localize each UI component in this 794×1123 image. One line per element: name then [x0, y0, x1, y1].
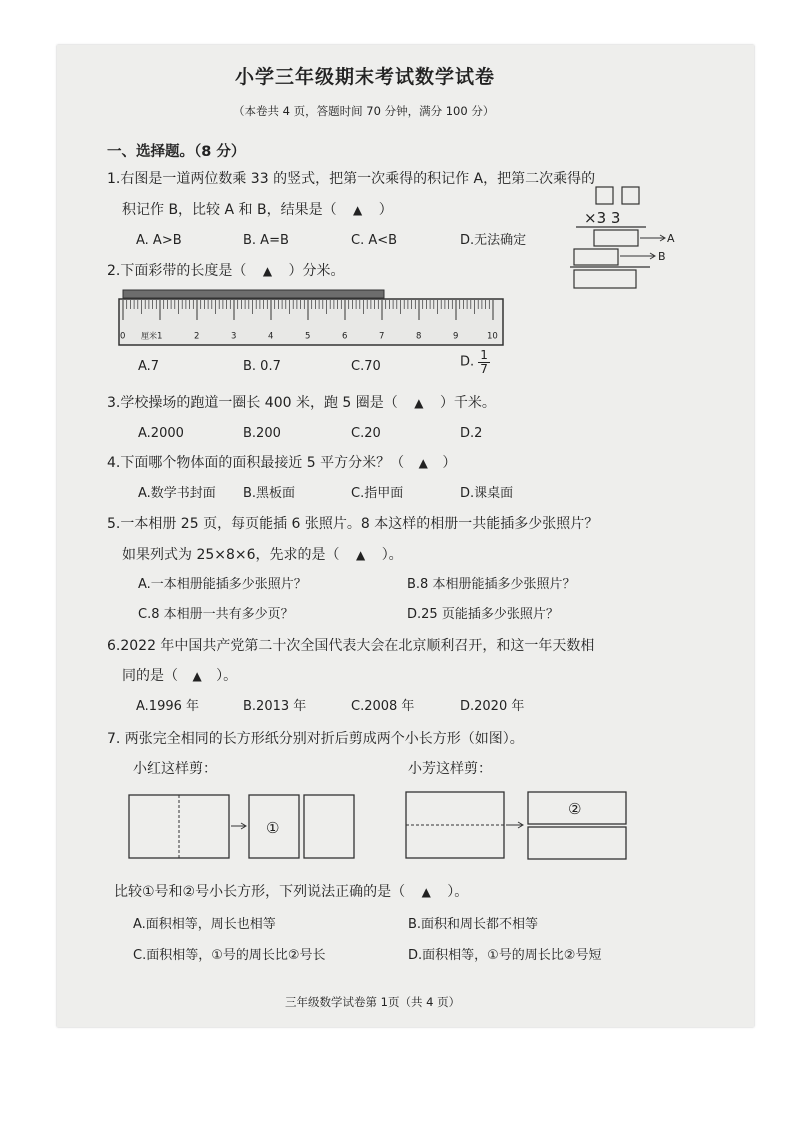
- q5-option-d: D.25 页能插多少张照片？: [407, 607, 559, 622]
- ruler-label: 9: [453, 331, 459, 342]
- ruler-unit: 厘米: [141, 331, 157, 341]
- ribbon: [123, 290, 384, 298]
- q5-option-a: A.一本相册能插多少张照片？: [138, 577, 307, 592]
- mark-1: ①: [266, 819, 280, 837]
- fraction-numerator: 1: [480, 348, 488, 362]
- label-a: A: [667, 232, 675, 245]
- q6-stem-pre: 同的是（: [122, 668, 178, 684]
- q5-stem-line2: [122, 546, 403, 564]
- q7-left-caption: 小红这样剪：: [133, 761, 217, 777]
- ruler-label: 6: [342, 331, 348, 342]
- xiaohong-cut-figure: [127, 792, 357, 862]
- ruler-label: 2: [194, 331, 200, 342]
- q2-stem-pre: 2.下面彩带的长度是（: [107, 263, 247, 279]
- q7-option-a: A.面积相等，周长也相等: [133, 917, 276, 932]
- q4-option-d: D.课桌面: [460, 486, 514, 501]
- q7-option-c: C.面积相等，①号的周长比②号长: [133, 948, 326, 963]
- answer-blank: ▲: [356, 548, 366, 562]
- q2-option-b: B. 0.7: [243, 359, 281, 374]
- q2-option-d: [460, 349, 490, 376]
- digit-box: [596, 187, 613, 204]
- q6-stem-line2: [122, 667, 237, 685]
- xiaofang-cut-figure: [404, 789, 630, 863]
- q6-stem-post: ）。: [216, 668, 238, 684]
- fraction-denominator: 7: [480, 362, 488, 376]
- answer-blank: ▲: [262, 264, 273, 278]
- answer-blank: ▲: [192, 669, 202, 683]
- ruler-label: 7: [379, 331, 385, 342]
- ruler-label: 5: [305, 331, 311, 342]
- q1-stem-line2: [122, 201, 393, 219]
- q6-stem-line1: 6.2022 年中国共产党第二十次全国代表大会在北京顺利召开，和这一年天数相: [107, 638, 595, 654]
- q3-stem: [107, 394, 496, 412]
- q1-option-a: A. A>B: [136, 233, 182, 248]
- q2-option-d-label: D.: [460, 354, 475, 370]
- digit-box: [622, 187, 639, 204]
- q7-stem: 7. 两张完全相同的长方形纸分别对折后剪成两个小长方形（如图）。: [107, 731, 524, 747]
- q1-stem-pre: 积记作 B，比较 A 和 B，结果是（: [122, 202, 337, 218]
- q6-option-d: D.2020 年: [460, 699, 525, 714]
- ruler-label: 4: [268, 331, 274, 342]
- q3-stem-pre: 3.学校操场的跑道一圈长 400 米，跑 5 圈是（: [107, 395, 398, 411]
- q5-stem-post: ）。: [381, 547, 403, 563]
- q4-option-c: C.指甲面: [351, 486, 404, 501]
- q6-option-c: C.2008 年: [351, 699, 415, 714]
- ruler-figure: [118, 287, 508, 349]
- section-heading: 一、选择题。（8 分）: [107, 144, 246, 160]
- small-rectangle: [304, 795, 354, 858]
- ruler-label: 0: [120, 331, 126, 342]
- q3-stem-post: ）千米。: [439, 395, 496, 411]
- q4-stem-pre: 4.下面哪个物体面的面积最接近 5 平方分米？（: [107, 455, 405, 471]
- q3-option-c: C.20: [351, 426, 381, 441]
- ruler-body: [119, 299, 503, 345]
- page-subtitle: （本卷共 4 页，答题时间 70 分钟，满分 100 分）: [233, 104, 495, 118]
- q7-option-d: D.面积相等，①号的周长比②号短: [408, 948, 602, 963]
- q2-option-c: C.70: [351, 359, 381, 374]
- product-box: [574, 270, 636, 288]
- q7-question-post: ）。: [447, 884, 469, 900]
- q7-question: [114, 883, 468, 901]
- q6-option-a: A.1996 年: [136, 699, 200, 714]
- q7-question-pre: 比较①号和②号小长方形，下列说法正确的是（: [114, 884, 406, 900]
- q4-option-b: B.黑板面: [243, 486, 296, 501]
- multiplier-text: ×3 3: [584, 209, 621, 227]
- fraction: [478, 349, 490, 376]
- q5-stem-line1: 5.一本相册 25 页，每页能插 6 张照片。8 本这样的相册一共能插多少张照片？: [107, 516, 599, 532]
- q4-stem: [107, 454, 456, 472]
- q2-option-a: A.7: [138, 359, 160, 374]
- q1-option-d: D.无法确定: [460, 233, 527, 248]
- q7-right-caption: 小芳这样剪：: [408, 761, 492, 777]
- q3-option-a: A.2000: [138, 426, 184, 441]
- q1-stem-line1: 1.右图是一道两位数乘 33 的竖式，把第一次乘得的积记作 A，把第二次乘得的: [107, 171, 596, 187]
- q1-option-c: C. A<B: [351, 233, 398, 248]
- q4-option-a: A.数学书封面: [138, 486, 216, 501]
- q5-option-b: B.8 本相册能插多少张照片？: [407, 577, 576, 592]
- q6-option-b: B.2013 年: [243, 699, 307, 714]
- q3-option-b: B.200: [243, 426, 281, 441]
- page-title: 小学三年级期末考试数学试卷: [235, 66, 496, 88]
- ruler-label: 10: [487, 331, 498, 342]
- q1-stem-post: ）: [378, 202, 393, 218]
- answer-blank: ▲: [418, 456, 428, 470]
- q4-stem-post: ）: [442, 455, 457, 471]
- ruler-label: 3: [231, 331, 237, 342]
- ruler-label: 8: [416, 331, 422, 342]
- answer-blank: ▲: [421, 885, 431, 899]
- q1-option-b: B. A=B: [243, 233, 289, 248]
- q5-stem-pre: 如果列式为 25×8×6，先求的是（: [122, 547, 340, 563]
- multiplication-figure: [568, 183, 680, 291]
- page-footer: 三年级数学试卷第 1页（共 4 页）: [285, 995, 461, 1009]
- q2-stem-post: ）分米。: [288, 263, 345, 279]
- full-rectangle: [406, 792, 504, 858]
- partial-product-b-box: [574, 249, 618, 265]
- q5-option-c: C.8 本相册一共有多少页？: [138, 607, 294, 622]
- q3-option-d: D.2: [460, 426, 483, 441]
- answer-blank: ▲: [353, 203, 363, 217]
- partial-product-a-box: [594, 230, 638, 246]
- ruler-label: 1: [157, 331, 163, 342]
- answer-blank: ▲: [414, 396, 424, 410]
- label-b: B: [658, 250, 666, 263]
- mark-2: ②: [568, 800, 582, 818]
- q2-stem: [107, 262, 345, 280]
- q7-option-b: B.面积和周长都不相等: [408, 917, 539, 932]
- small-rectangle: [528, 827, 626, 859]
